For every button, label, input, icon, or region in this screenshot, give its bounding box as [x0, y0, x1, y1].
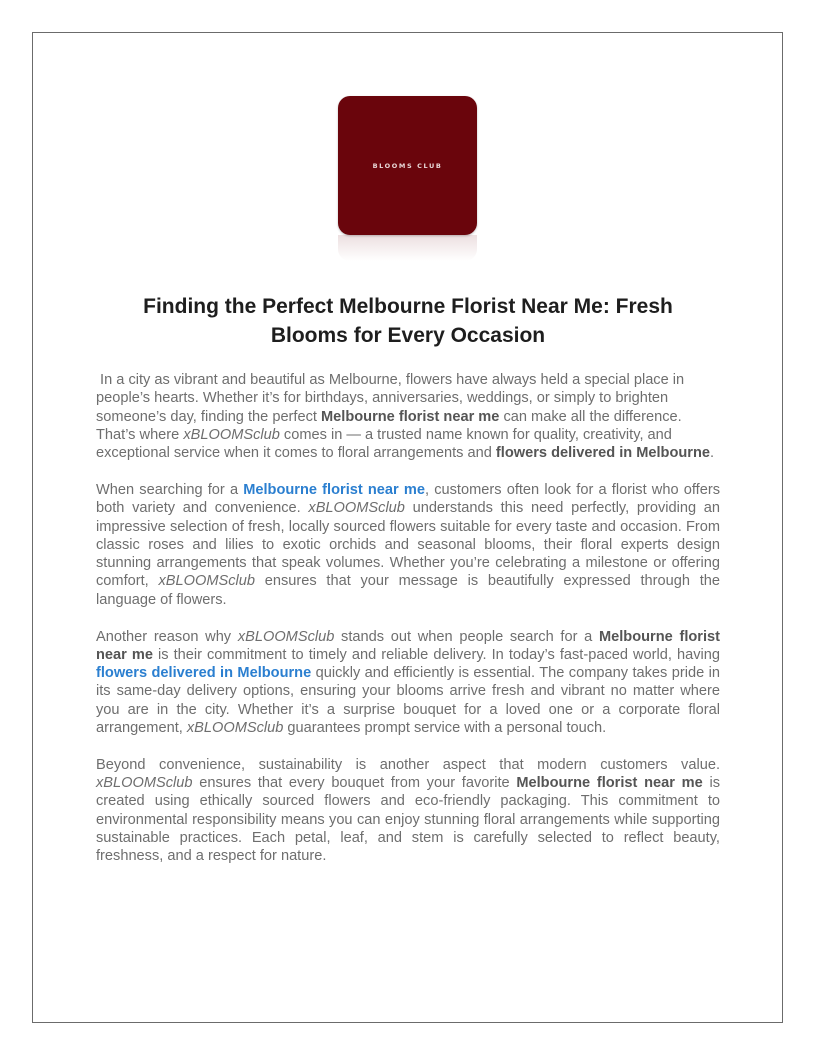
paragraph-3 [96, 628, 720, 738]
text: Another reason why [96, 628, 238, 645]
text: , customers often look for a florist who offers both variety and convenience. [96, 481, 720, 517]
brand-name: xBLOOMSclub [158, 573, 255, 590]
bold-keyword: Melbourne florist near me [96, 628, 720, 663]
brand-name: xBLOOMSclub [96, 775, 193, 792]
link-flowers-delivered[interactable]: flowers delivered in Melbourne [96, 665, 312, 682]
page-title [96, 292, 720, 350]
link-melbourne-florist[interactable]: Melbourne florist near me [243, 481, 425, 498]
text: quickly and efficiently is essential. The company takes pride in its same-day delivery options, ensuring your blooms arrive fresh and vibrant no matter where you are in the city. Whether it’s a surprise bouquet for a loved one or a corporate floral arrangement, [96, 665, 720, 737]
article-body [96, 371, 720, 884]
text: In a city as vibrant and beautiful as Melbourne, flowers have always held a special place in people’s hearts. Whether it’s for birthdays, anniversaries, weddings, or simply to brighten someone’s day, finding the perfect [96, 372, 685, 425]
text: is their commitment to timely and reliable delivery. In today’s fast-paced world, having [152, 646, 720, 663]
bold-keyword: Melbourne florist near me [516, 775, 703, 792]
text: understands this need perfectly, providing an impressive selection of fresh, locally sourced flowers suitable for every taste and occasion. From classic roses and lilies to exotic orchids and seasonal blooms, their floral experts design stunning arrangements that speak volumes. Whether you’re celebrating a milestone or offering comfort, [96, 500, 720, 590]
brand-name: xBLOOMSclub [186, 720, 284, 737]
brand-name: xBLOOMSclub [308, 500, 405, 517]
logo [338, 96, 477, 261]
title-line-1: Finding the Perfect Melbourne Florist Near Me: Fresh [143, 295, 673, 318]
brand-name: xBLOOMSclub [237, 628, 335, 645]
text: comes in — a trusted name known for quality, creativity, and exceptional service when it comes to floral arrangements and [96, 426, 672, 462]
bold-keyword: Melbourne florist near me [321, 408, 500, 425]
blooms-club-logo [338, 96, 477, 235]
text: . [710, 445, 715, 462]
paragraph-4 [96, 756, 720, 866]
title-line-2: Blooms for Every Occasion [270, 324, 546, 347]
text: When searching for a [96, 481, 244, 498]
text: can make all the difference. That’s where [96, 408, 682, 443]
text: ensures that every bouquet from your favorite [192, 775, 517, 792]
brand-name: xBLOOMSclub [183, 426, 280, 443]
bold-keyword: flowers delivered in Melbourne [495, 445, 711, 462]
text: is created using ethically sourced flowers and eco-friendly packaging. This commitment to environmental responsibility means you can enjoy stunning floral arrangements while supporting sustainable practices. Each petal, leaf, and stem is carefully selected to reflect beauty, freshness, and a respect for nature. [96, 775, 721, 865]
text: stands out when people search for a [334, 628, 599, 645]
text: guarantees prompt service with a personal touch. [283, 720, 607, 737]
text: ensures that your message is beautifully expressed through the language of flowers. [96, 573, 720, 608]
paragraph-2 [96, 481, 720, 609]
text: Beyond convenience, sustainability is another aspect that modern customers value. [96, 756, 720, 773]
logo-text: BLOOMS CLUB [372, 161, 443, 170]
logo-reflection [338, 235, 477, 261]
paragraph-1 [96, 371, 720, 462]
